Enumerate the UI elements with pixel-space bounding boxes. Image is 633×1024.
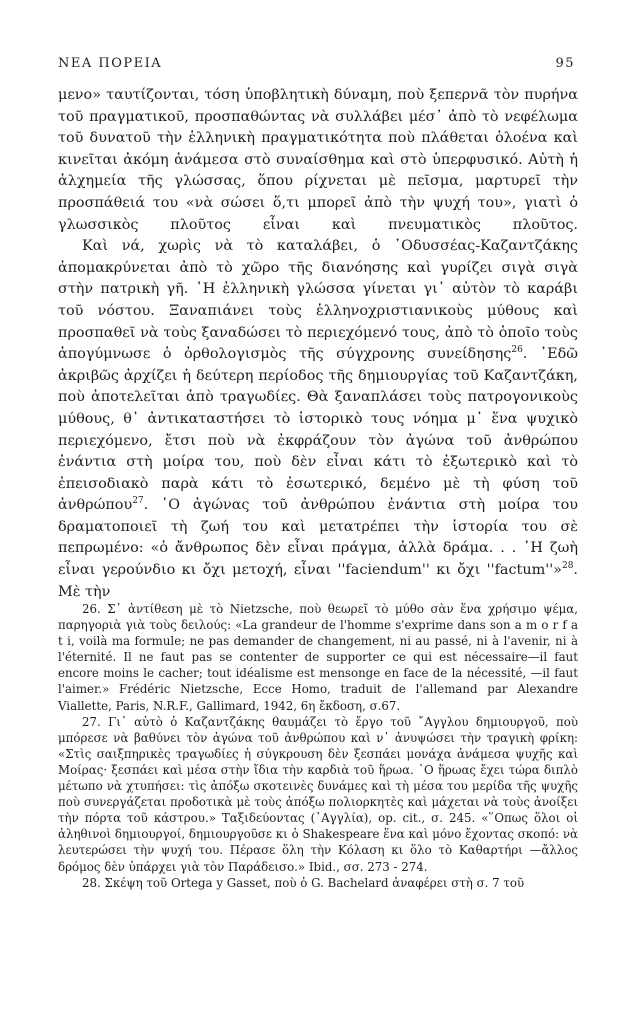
footnotes — [58, 601, 578, 891]
footnote-27: 27. Γι᾿ αὐτὸ ὁ Καζαντζάκης θαυμάζει τὸ ἔργο τοῦ ῎Αγγλου δημιουργοῦ, ποὺ μπόρεσε νὰ βαθύνει τὸν ἀγώνα τοῦ ἀνθρώπου καὶ ν᾿ ἀνυψώσει τὴν τραγικὴ φρίκη: «Στὶς σαιξπηρικὲς τραγωδίες ἡ σύγκρουση δὲν ξεσπάει μονάχα ἀνάμεσα ψυχῆς καὶ Μοίρας· ξεσπάει καὶ μέσα στὴν ἴδια τὴν καρδιὰ τοῦ ἥρωα. ῾Ο ἥρωας ἔχει τώρα διπλὸ μέτωπο νὰ χτυπήσει: τὶς ἀπόξω σκοτεινὲς δυνάμες καὶ τὴ μέσα του μερίδα τῆς ψυχῆς ποὺ συνεργάζεται προδοτικὰ μὲ τοὺς ἀπόξω πολιορκητὲς καὶ μάχεται νὰ τοὺς ἀνοίξει τὴν πόρτα τοῦ κάστρου.» Ταξιδεύοντας (᾿Αγγλία), op. cit., σ. 245. «῞Οπως ὅλοι οἱ ἀληθινοὶ δημιουργοί, δημιουργοῦσε κι ὁ Shakespeare ἕνα καὶ μόνο ἔχοντας σκοπό: νὰ λευτερώσει τὴν ψυχή του. Πέρασε ὅλη τὴν Κόλαση κι ὅλο τὸ Καθαρτήρι —ἄλλος δρόμος δὲν ὑπάρχει γιὰ τὸν Παράδεισο.» Ibid., σσ. 273 - 274. — [58, 714, 578, 874]
paragraph-2-part-b: . ᾿Εδῶ ἀκριβῶς ἀρχίζει ἡ δεύτερη περίοδος τῆς δημιουργίας τοῦ Καζαντζάκη, ποὺ ἀποτελεῖται ἀπὸ τραγωδίες. Θὰ ξαναπλάσει τοὺς πατρογονικοὺς μύθους, θ᾿ ἀντικαταστήσει τὸ ἱστορικὸ τους νόημα μ᾿ ἕνα ψυχικὸ περιεχόμενο, ἔτσι ποὺ νὰ ἐκφράζουν τὸν ἀγώνα τοῦ ἀνθρώπου ἐνάντια στὴ μοίρα του, ποὺ δὲν εἶναι κάτι τὸ ἐξωτερικὸ καὶ τὸ ἐπεισοδιακὸ παρὰ κάτι τὸ ἐσωτερικό, δεμένο μὲ τὴ φύση τοῦ ἀνθρώπου — [58, 346, 579, 514]
paragraph-1: μενο» ταυτίζονται, τόση ὑποβλητικὴ δύναμη, ποὺ ξεπερνᾶ τὸν πυρήνα τοῦ πραγματικοῦ, προσπαθώντας νὰ συλλάβει μέσ᾿ ἀπὸ τὸ νεφέλωμα τοῦ δυνατοῦ τὴν ἑλληνικὴ πραγματικότητα ποὺ πλάθεται ὁλοένα καὶ κινεῖται ἀκόμη ἀνάμεσα στὸ συναίσθημα καὶ στὸ ὑπερφυσικό. Αὐτὴ ἡ ἀλχημεία τῆς γλώσσας, ὅπου ρίχνεται μὲ πεῖσμα, μαρτυρεῖ τὴν προσπάθειά του «νὰ σώσει ὅ,τι μπορεῖ ἀπὸ τὴν ψυχή του», γιατὶ ὁ γλωσσικὸς πλοῦτος εἶναι καὶ πνευματικὸς πλοῦτος. — [58, 87, 578, 233]
page-number: 95 — [555, 56, 575, 71]
running-header — [58, 56, 575, 74]
paragraph-2 — [58, 236, 578, 603]
footnote-26: 26. Σ᾿ ἀντίθεση μὲ τὸ Nietzsche, ποὺ θεωρεῖ τὸ μύθο σὰν ἕνα χρήσιμο ψέμα, παρηγοριὰ γιὰ τοὺς δειλούς: «La grandeur de l'homme s'exprime dans son a m o r f a t i, voilà ma formule; ne pas demander de changement, ni au passé, ni à l'avenir, ni à l'éternité. Il ne faut pas se contenter de supporter ce qui est nécessaire—il faut encore moins le cacher; tout idéalisme est mensonge en face de la nécessité, —il faut l'aimer.» Frédéric Nietzsche, Ecce Homo, traduit de l'allemand par Alexandre Viallette, Paris, N.R.F., Gallimard, 1942, 6η ἔκδοση, σ.67. — [58, 602, 578, 713]
footnote-ref-26: 26 — [511, 345, 523, 356]
main-text — [58, 85, 578, 603]
paragraph-2-part-c: . ῾Ο ἀγώνας τοῦ ἀνθρώπου ἐνάντια στὴ μοίρα του δραματοποιεῖ τὴ ζωή του καὶ μετατρέπει τὴν ἱστορία του σὲ πεπρωμένο: «ὁ ἄνθρωπος δὲν εἶναι πράγμα, ἀλλὰ δράμα. . . ῾Η ζωὴ εἶναι γερούνδιο κι ὄχι μετοχή, εἶναι ''faciendum'' κι ὄχι ''factum''» — [58, 497, 578, 579]
journal-title: ΝΕΑ ΠΟΡΕΙΑ — [58, 56, 163, 71]
footnote-ref-27: 27 — [132, 496, 144, 507]
footnote-ref-28: 28 — [561, 561, 574, 572]
paragraph-2-part-a: Καὶ νά, χωρὶς νὰ τὸ καταλάβει, ὁ ᾿Οδυσσέας-Καζαντζάκης ἀπομακρύνεται ἀπὸ τὸ χῶρο τῆς διανόησης καὶ γυρίζει σιγὰ σιγὰ στὴν πατρικὴ γῆ. ῾Η ἑλληνικὴ γλώσσα γίνεται γι᾿ αὐτὸν τὸ καράβι τοῦ νόστου. Ξαναπιάνει τοὺς ἑλληνοχριστιανικοὺς μύθους καὶ προσπαθεῖ νὰ τοὺς ξαναδώσει τὸ περιεχόμενό τους, ἀπὸ τὸ ὁποῖο τοὺς ἀπογύμνωσε ὁ ὀρθολογισμὸς τῆς σύγχρονης συνείδησης — [58, 238, 578, 363]
paragraph-2-part-d: . Μὲ τὴν — [58, 562, 578, 600]
footnote-28: 28. Σκέψη τοῦ Ortega y Gasset, ποὺ ὁ G. Bachelard ἀναφέρει στὴ σ. 7 τοῦ — [82, 875, 525, 890]
